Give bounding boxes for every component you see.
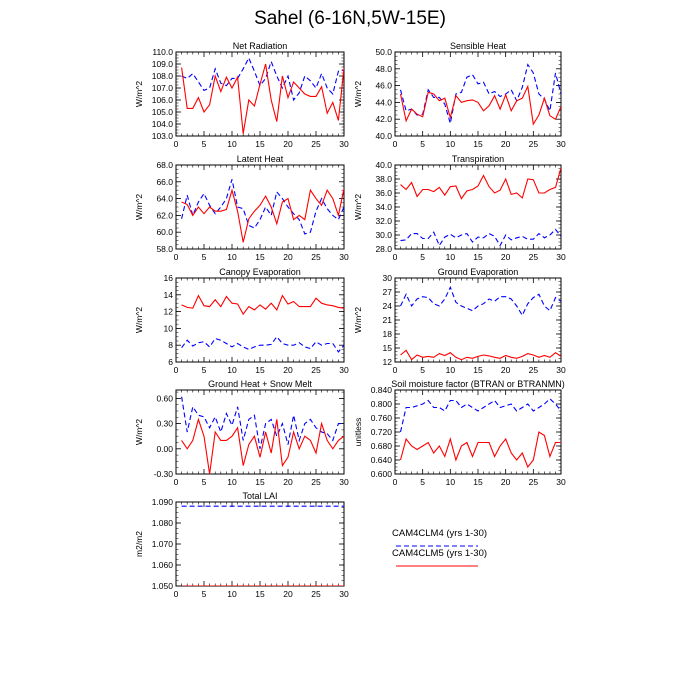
x-tick-label: 30 xyxy=(556,365,566,375)
y-tick-label: 62.0 xyxy=(156,210,173,221)
x-tick-label: 15 xyxy=(255,139,265,149)
x-tick-label: 20 xyxy=(283,477,293,487)
x-tick-label: 25 xyxy=(311,477,321,487)
x-tick-label: 5 xyxy=(420,365,426,375)
panel-title: Ground Heat + Snow Melt xyxy=(208,379,312,389)
x-tick-label: 0 xyxy=(173,139,179,149)
y-tick-label: 27 xyxy=(382,287,392,297)
series-line-cam4clm4 xyxy=(182,58,344,100)
x-tick-label: 10 xyxy=(445,252,456,262)
y-axis-label: W/m^2 xyxy=(134,418,144,446)
x-tick-label: 30 xyxy=(339,365,349,375)
x-tick-label: 0 xyxy=(392,139,398,149)
y-tick-label: 42.0 xyxy=(375,114,392,125)
x-tick-label: 5 xyxy=(201,139,207,149)
x-tick-label: 0 xyxy=(173,477,179,487)
plot-frame xyxy=(176,390,344,474)
x-tick-label: 20 xyxy=(283,365,293,375)
panel-title: Net Radiation xyxy=(232,41,288,51)
y-tick-label: 16 xyxy=(163,273,173,283)
y-tick-label: 30 xyxy=(382,273,392,283)
x-tick-label: 25 xyxy=(311,589,321,599)
x-tick-label: 5 xyxy=(201,365,207,375)
x-tick-label: 15 xyxy=(255,477,265,487)
series-line-cam4clm4 xyxy=(182,397,344,449)
y-tick-label: 0.640 xyxy=(370,455,392,465)
legend-label-0: CAM4CLM4 (yrs 1-30) xyxy=(392,528,488,539)
x-tick-label: 30 xyxy=(556,139,566,149)
y-tick-label: 32.0 xyxy=(375,216,392,226)
panel-title: Soil moisture factor (BTRAN or BTRANMN) xyxy=(391,379,565,389)
y-tick-label: 103.0 xyxy=(151,131,173,141)
x-tick-label: 20 xyxy=(500,252,511,262)
panel-title: Total LAI xyxy=(242,491,278,501)
x-tick-label: 20 xyxy=(283,589,293,599)
series-line-cam4clm4 xyxy=(401,65,562,124)
y-tick-label: 12 xyxy=(382,357,392,367)
x-tick-label: 20 xyxy=(500,365,511,375)
y-tick-label: 1.050 xyxy=(151,581,173,591)
panel-4 xyxy=(134,267,349,375)
series-line-cam4clm5 xyxy=(401,168,562,199)
y-tick-label: 0.600 xyxy=(370,469,392,479)
x-tick-label: 30 xyxy=(556,477,566,487)
y-tick-label: 1.080 xyxy=(151,518,173,528)
plot-frame xyxy=(176,502,344,586)
figure-title: Sahel (6-16N,5W-15E) xyxy=(254,8,446,29)
x-tick-label: 0 xyxy=(392,252,398,262)
legend-label-1: CAM4CLM5 (yrs 1-30) xyxy=(392,548,488,559)
x-tick-label: 5 xyxy=(201,477,207,487)
x-tick-label: 15 xyxy=(255,252,265,262)
x-tick-label: 10 xyxy=(445,139,456,149)
y-tick-label: 0.680 xyxy=(370,441,392,451)
series-line-cam4clm5 xyxy=(182,419,344,474)
y-axis-label: W/m^2 xyxy=(134,80,144,108)
y-tick-label: 34.0 xyxy=(375,202,392,212)
y-tick-label: 0.840 xyxy=(370,385,392,395)
x-tick-label: 30 xyxy=(339,589,349,599)
panel-title: Latent Heat xyxy=(236,154,284,164)
x-tick-label: 5 xyxy=(201,252,207,262)
panel-6 xyxy=(134,379,349,487)
x-tick-label: 30 xyxy=(339,477,349,487)
y-tick-label: 108.0 xyxy=(151,71,173,81)
y-axis-label: W/m^2 xyxy=(353,80,363,108)
y-axis-label: m2/m2 xyxy=(134,531,144,557)
x-tick-label: 20 xyxy=(283,139,293,149)
y-tick-label: 12 xyxy=(163,306,173,317)
y-tick-label: 15 xyxy=(382,343,392,353)
legend xyxy=(392,528,487,566)
x-tick-label: 10 xyxy=(227,252,237,262)
x-tick-label: 0 xyxy=(173,589,179,599)
panel-title: Canopy Evaporation xyxy=(219,267,301,277)
x-tick-label: 25 xyxy=(311,139,321,149)
x-tick-label: 15 xyxy=(473,139,483,149)
y-tick-label: 64.0 xyxy=(156,193,173,204)
plot-frame xyxy=(176,52,344,136)
series-line-cam4clm4 xyxy=(401,229,562,245)
x-tick-label: 10 xyxy=(227,139,237,149)
panel-1 xyxy=(353,41,566,149)
x-tick-label: 15 xyxy=(473,252,483,262)
x-tick-label: 15 xyxy=(255,589,265,599)
y-tick-label: 0.60 xyxy=(156,393,173,404)
y-tick-label: 1.090 xyxy=(151,497,173,507)
x-tick-label: 0 xyxy=(173,365,179,375)
panel-7 xyxy=(353,379,566,487)
y-tick-label: 60.0 xyxy=(156,227,173,238)
series-line-cam4clm5 xyxy=(401,350,562,359)
x-tick-label: 25 xyxy=(528,477,539,487)
series-line-cam4clm4 xyxy=(182,337,344,352)
series-line-cam4clm5 xyxy=(401,432,562,467)
x-tick-label: 5 xyxy=(201,589,207,599)
y-tick-label: 0.760 xyxy=(370,413,392,423)
x-tick-label: 25 xyxy=(528,252,539,262)
x-tick-label: 5 xyxy=(420,139,426,149)
plot-frame xyxy=(176,278,344,362)
panel-title: Ground Evaporation xyxy=(437,267,519,277)
plot-frame xyxy=(395,165,561,249)
y-tick-label: 104.0 xyxy=(151,119,173,129)
y-tick-label: -0.30 xyxy=(153,469,173,479)
x-tick-label: 30 xyxy=(339,139,349,149)
x-tick-label: 10 xyxy=(227,589,237,599)
y-axis-label: W/m^2 xyxy=(134,193,144,221)
x-tick-label: 20 xyxy=(283,252,293,262)
y-tick-label: 106.0 xyxy=(151,95,173,105)
series-line-cam4clm4 xyxy=(401,287,562,315)
y-tick-label: 0.800 xyxy=(370,399,392,409)
panel-3 xyxy=(353,154,566,262)
y-tick-label: 30.0 xyxy=(375,230,392,240)
y-tick-label: 46.0 xyxy=(375,80,392,91)
x-tick-label: 10 xyxy=(227,365,237,375)
y-axis-label: W/m^2 xyxy=(353,306,363,334)
y-tick-label: 0.720 xyxy=(370,427,392,437)
panel-title: Transpiration xyxy=(451,154,505,164)
plot-frame xyxy=(395,278,561,362)
panel-0 xyxy=(134,41,349,149)
x-tick-label: 0 xyxy=(392,365,398,375)
x-tick-label: 25 xyxy=(311,252,321,262)
y-tick-label: 8 xyxy=(168,340,173,351)
panel-5 xyxy=(353,267,566,375)
y-tick-label: 6 xyxy=(168,357,173,367)
y-tick-label: 1.060 xyxy=(151,560,173,570)
plot-frame xyxy=(395,390,561,474)
series-line-cam4clm4 xyxy=(401,399,562,432)
y-tick-label: 18 xyxy=(382,329,392,339)
y-tick-label: 28.0 xyxy=(375,244,392,254)
y-tick-label: 10 xyxy=(163,323,173,334)
series-line-cam4clm5 xyxy=(182,64,344,134)
x-tick-label: 10 xyxy=(227,477,237,487)
x-tick-label: 10 xyxy=(445,477,456,487)
plot-frame xyxy=(176,165,344,249)
x-tick-label: 5 xyxy=(420,252,426,262)
y-axis-label: W/m^2 xyxy=(134,306,144,334)
x-tick-label: 20 xyxy=(500,139,511,149)
y-tick-label: 14 xyxy=(163,289,173,300)
y-tick-label: 1.070 xyxy=(151,539,173,549)
y-tick-label: 110.0 xyxy=(152,47,173,57)
x-tick-label: 10 xyxy=(445,365,456,375)
x-tick-label: 15 xyxy=(473,365,483,375)
y-tick-label: 38.0 xyxy=(375,174,392,184)
x-tick-label: 5 xyxy=(420,477,426,487)
y-tick-label: 24 xyxy=(382,301,392,311)
x-tick-label: 15 xyxy=(255,365,265,375)
y-tick-label: 36.0 xyxy=(375,188,392,198)
y-tick-label: 44.0 xyxy=(375,97,392,108)
y-tick-label: 0.00 xyxy=(156,443,173,454)
y-tick-label: 66.0 xyxy=(156,176,173,187)
y-tick-label: 0.30 xyxy=(156,418,173,429)
y-axis-label: W/m^2 xyxy=(353,193,363,221)
y-tick-label: 40.0 xyxy=(375,131,392,141)
y-tick-label: 68.0 xyxy=(156,160,173,170)
series-line-cam4clm5 xyxy=(182,296,344,315)
series-line-cam4clm4 xyxy=(182,179,344,234)
y-tick-label: 48.0 xyxy=(375,63,392,74)
y-tick-label: 107.0 xyxy=(151,83,173,93)
plot-frame xyxy=(395,52,561,136)
y-tick-label: 109.0 xyxy=(151,59,173,69)
x-tick-label: 30 xyxy=(339,252,349,262)
panel-2 xyxy=(134,154,349,262)
x-tick-label: 15 xyxy=(473,477,483,487)
x-tick-label: 25 xyxy=(528,139,539,149)
y-tick-label: 50.0 xyxy=(375,47,392,57)
x-tick-label: 25 xyxy=(311,365,321,375)
x-tick-label: 20 xyxy=(500,477,511,487)
panel-8 xyxy=(134,491,349,599)
x-tick-label: 25 xyxy=(528,365,539,375)
x-tick-label: 0 xyxy=(392,477,398,487)
y-axis-label: unitless xyxy=(353,417,363,447)
x-tick-label: 30 xyxy=(556,252,566,262)
panel-title: Sensible Heat xyxy=(449,41,507,51)
y-tick-label: 21 xyxy=(382,315,392,325)
y-tick-label: 40.0 xyxy=(375,160,392,170)
y-tick-label: 58.0 xyxy=(156,244,173,254)
x-tick-label: 0 xyxy=(173,252,179,262)
y-tick-label: 105.0 xyxy=(151,107,173,117)
